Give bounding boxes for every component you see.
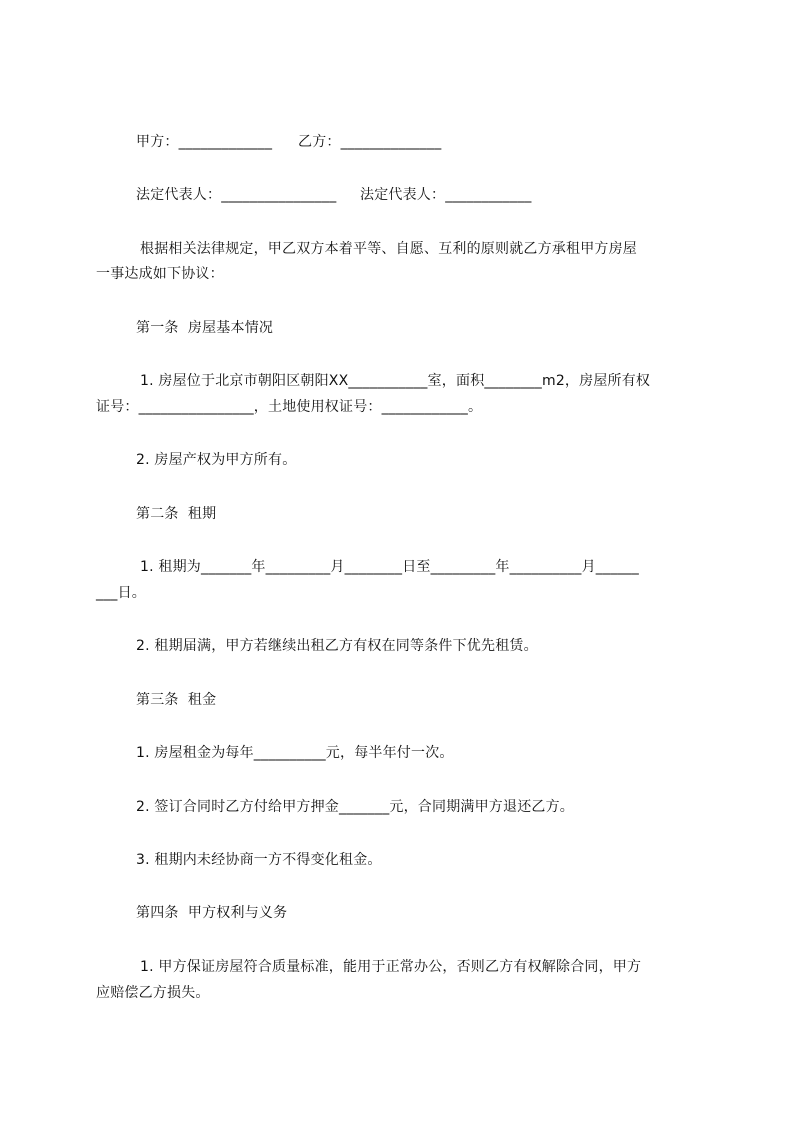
preamble-line-1: 根据相关法律规定，甲乙双方本着平等、自愿、互利的原则就乙方承租甲方房屋 <box>140 241 637 257</box>
article-3-item-1: 1. 房屋租金为每年__________元，每半年付一次。 <box>136 745 454 761</box>
article-1-item-2: 2. 房屋产权为甲方所有。 <box>136 452 297 468</box>
article-4-item-1-line-2: 应赔偿乙方损失。 <box>96 985 210 1001</box>
article-1-item-1-line-2: 证号：________________，土地使用权证号：____________。 <box>96 399 483 415</box>
article-2-item-1-line-2: ___日。 <box>96 585 146 601</box>
party-b-field: 乙方：______________ <box>298 134 442 150</box>
article-3-item-3: 3. 租期内未经协商一方不得变化租金。 <box>136 852 382 868</box>
article-2-item-1-line-1: 1. 租期为_______年_________月________日至_________年__________月______ <box>140 559 640 575</box>
preamble-line-2: 一事达成如下协议： <box>96 266 224 282</box>
article-2-item-2: 2. 租期届满，甲方若继续出租乙方有权在同等条件下优先租赁。 <box>136 638 538 654</box>
article-1-item-1-line-1: 1. 房屋位于北京市朝阳区朝阳XX___________室，面积________m2，房屋所有权 <box>140 373 651 389</box>
article-4-item-1-line-1: 1. 甲方保证房屋符合质量标准，能用于正常办公，否则乙方有权解除合同，甲方 <box>140 959 642 975</box>
article-2-title: 第二条 租期 <box>136 506 217 522</box>
representative-a-field: 法定代表人：________________ <box>136 187 337 203</box>
party-a-field: 甲方：_____________ <box>136 134 273 150</box>
article-1-title: 第一条 房屋基本情况 <box>136 320 274 336</box>
article-4-title: 第四条 甲方权利与义务 <box>136 905 288 921</box>
article-3-item-2: 2. 签订合同时乙方付给甲方押金_______元，合同期满甲方退还乙方。 <box>136 799 575 815</box>
representative-b-field: 法定代表人：____________ <box>360 187 532 203</box>
article-3-title: 第三条 租金 <box>136 692 217 708</box>
